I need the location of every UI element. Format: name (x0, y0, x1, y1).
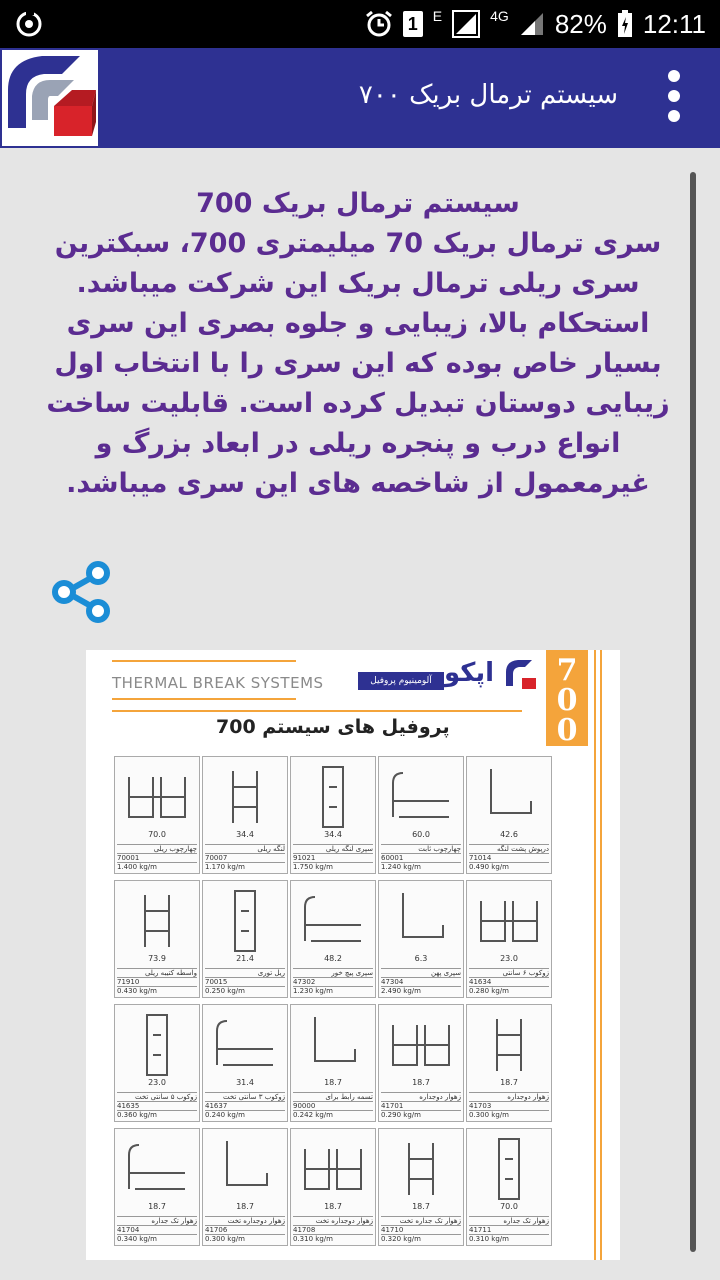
catalog-title: پروفیل های سیستم 700 (216, 716, 450, 738)
profile-card (378, 756, 464, 874)
profile-card (466, 1004, 552, 1122)
overflow-menu-icon[interactable] (662, 70, 686, 126)
profile-drawing (379, 1129, 463, 1213)
header-rule (112, 710, 522, 712)
profile-dimension: 73.9 (148, 954, 166, 963)
battery-icon (617, 10, 633, 38)
profile-weight: 1.240 kg/m (381, 862, 461, 871)
profile-dimension: 34.4 (324, 830, 342, 839)
profile-card (466, 880, 552, 998)
profile-spec-table (205, 1092, 285, 1119)
header-rule (112, 698, 296, 700)
profile-card (114, 880, 200, 998)
profile-dimension: 23.0 (148, 1078, 166, 1087)
profile-drawing (203, 757, 287, 841)
profile-code: 41711 (469, 1225, 549, 1234)
scrollbar[interactable] (690, 172, 696, 1252)
profile-card (202, 1004, 288, 1122)
profile-card (290, 1128, 376, 1246)
profile-weight: 0.280 kg/m (469, 986, 549, 995)
profile-code: 41710 (381, 1225, 461, 1234)
profile-weight: 0.300 kg/m (469, 1110, 549, 1119)
description-heading: سیستم ترمال بریک 700 (196, 188, 520, 219)
profile-card (290, 1004, 376, 1122)
profile-card (114, 756, 200, 874)
profile-name: زهوار دوجداره تخت (293, 1216, 373, 1225)
profile-code: 41635 (117, 1101, 197, 1110)
profile-weight: 0.310 kg/m (293, 1234, 373, 1243)
profile-card (114, 1128, 200, 1246)
profile-name: ریل توری (205, 968, 285, 977)
content-area[interactable] (0, 148, 720, 1280)
profile-name: زهوار تک جداره (117, 1216, 197, 1225)
profile-spec-table (117, 1092, 197, 1119)
profile-card (378, 880, 464, 998)
profile-card (290, 756, 376, 874)
profile-card (202, 1128, 288, 1246)
profile-drawing (467, 881, 551, 965)
profile-dimension: 6.3 (414, 954, 428, 963)
profile-name: زهوار تک جداره تخت (381, 1216, 461, 1225)
profile-card (466, 756, 552, 874)
profile-name: تسمه رابط برای (293, 1092, 373, 1101)
app-logo (2, 50, 98, 146)
profile-spec-table (117, 968, 197, 995)
profile-spec-table (381, 1216, 461, 1243)
profile-code: 70015 (205, 977, 285, 986)
profile-name: چهارچوب ثابت (381, 844, 461, 853)
brand-logo-icon (504, 658, 538, 692)
profile-weight: 0.490 kg/m (469, 862, 549, 871)
profile-spec-table (117, 844, 197, 871)
profile-code: 91021 (293, 853, 373, 862)
profile-drawing (291, 757, 375, 841)
share-icon[interactable] (50, 560, 114, 624)
profile-card (202, 756, 288, 874)
profile-weight: 2.490 kg/m (381, 986, 461, 995)
catalog-header-label: THERMAL BREAK SYSTEMS (112, 674, 324, 692)
profile-weight: 0.242 kg/m (293, 1110, 373, 1119)
profile-weight: 0.320 kg/m (381, 1234, 461, 1243)
profile-drawing (291, 881, 375, 965)
profile-drawing (467, 1129, 551, 1213)
profile-code: 41634 (469, 977, 549, 986)
badge-digit: 0 (556, 683, 578, 718)
profile-drawing (379, 757, 463, 841)
profile-dimension: 23.0 (500, 954, 518, 963)
profile-drawing (203, 1129, 287, 1213)
status-bar (0, 0, 720, 48)
profile-name: زهوار دوجداره تخت (205, 1216, 285, 1225)
profile-card (378, 1004, 464, 1122)
profile-spec-table (293, 844, 373, 871)
profile-weight: 1.400 kg/m (117, 862, 197, 871)
clock: 12:11 (642, 8, 706, 39)
menu-dot (668, 70, 680, 82)
profile-code: 47302 (293, 977, 373, 986)
profile-drawing (115, 1129, 199, 1213)
brand-tagline: آلومینیوم پروفیل سپاهان (358, 672, 444, 690)
profile-drawing (115, 881, 199, 965)
profile-drawing (291, 1005, 375, 1089)
alarm-icon (365, 10, 393, 38)
profile-weight: 0.240 kg/m (205, 1110, 285, 1119)
profile-code: 41708 (293, 1225, 373, 1234)
company-logo-icon (2, 50, 98, 146)
profile-code: 41706 (205, 1225, 285, 1234)
profile-drawing (379, 881, 463, 965)
profile-dimension: 70.0 (148, 830, 166, 839)
decor-line (594, 650, 596, 1260)
menu-dot (668, 110, 680, 122)
profile-dimension: 48.2 (324, 954, 342, 963)
profile-name: زهوار دوجداره (381, 1092, 461, 1101)
profile-spec-table (293, 968, 373, 995)
profile-card (202, 880, 288, 998)
profile-spec-table (469, 844, 549, 871)
profile-dimension: 21.4 (236, 954, 254, 963)
profile-name: چهارچوب ریلی (117, 844, 197, 853)
profile-card (378, 1128, 464, 1246)
profile-spec-table (469, 1216, 549, 1243)
profile-code: 70001 (117, 853, 197, 862)
profile-spec-table (205, 1216, 285, 1243)
description (28, 184, 688, 504)
profile-spec-table (293, 1216, 373, 1243)
badge-digit: 0 (556, 713, 578, 748)
network-type-4g: 4G (490, 8, 509, 24)
profile-code: 60001 (381, 853, 461, 862)
catalog-image (86, 650, 620, 1260)
profile-spec-table (293, 1092, 373, 1119)
profile-spec-table (381, 844, 461, 871)
profile-dimension: 34.4 (236, 830, 254, 839)
profile-card (466, 1128, 552, 1246)
profile-weight: 1.750 kg/m (293, 862, 373, 871)
sync-icon (14, 9, 44, 39)
badge-digit: 7 (556, 653, 578, 688)
signal-icon (452, 10, 480, 38)
profile-dimension: 18.7 (324, 1202, 342, 1211)
profile-weight: 0.360 kg/m (117, 1110, 197, 1119)
profile-code: 90000 (293, 1101, 373, 1110)
profile-code: 71014 (469, 853, 549, 862)
profile-name: زوکوب ۳ سانتی تخت (205, 1092, 285, 1101)
header-rule (112, 660, 296, 662)
app-title: سیستم ترمال بریک ۷۰۰ (358, 80, 618, 110)
profile-spec-table (469, 1092, 549, 1119)
profile-weight: 0.340 kg/m (117, 1234, 197, 1243)
description-body: سری ترمال بریک 70 میلیمتری 700، سبکترین سری ریلی ترمال بریک این شرکت میباشد. استحکام بالا، زیبایی و جلوه بصری این سری بسیار خاص بوده که این سری را با انتخاب اول زیبایی دوستان تبدیل کرده است. قابلیت ساخت انواع درب و پنجره ریلی در ابعاد بزرگ و غیرمعمول از شاخصه های این سری میباشد. (46, 228, 670, 499)
profile-spec-table (469, 968, 549, 995)
profile-dimension: 42.6 (500, 830, 518, 839)
profile-name: سپری لنگه ریلی (293, 844, 373, 853)
brand-name: اپکو (444, 658, 495, 688)
profile-drawing (115, 1005, 199, 1089)
profile-card (114, 1004, 200, 1122)
profile-weight: 0.310 kg/m (469, 1234, 549, 1243)
profile-name: سپری پیچ خور (293, 968, 373, 977)
profile-dimension: 31.4 (236, 1078, 254, 1087)
profile-drawing (291, 1129, 375, 1213)
profile-name: زهوار تک جداره (469, 1216, 549, 1225)
profile-drawing (467, 1005, 551, 1089)
battery-percent: 82% (554, 8, 607, 39)
profile-card (290, 880, 376, 998)
profile-dimension: 18.7 (236, 1202, 254, 1211)
profile-code: 41703 (469, 1101, 549, 1110)
profile-drawing (379, 1005, 463, 1089)
system-badge (546, 650, 588, 746)
profile-name: واسطه کتیبه ریلی (117, 968, 197, 977)
profile-code: 71910 (117, 977, 197, 986)
profile-code: 70007 (205, 853, 285, 862)
profile-spec-table (205, 844, 285, 871)
profile-weight: 0.430 kg/m (117, 986, 197, 995)
profile-code: 47304 (381, 977, 461, 986)
app-bar (0, 48, 720, 148)
network-type-e: E (432, 8, 443, 24)
profile-name: زوکوب ۶ سانتی (469, 968, 549, 977)
menu-dot (668, 90, 680, 102)
profile-dimension: 18.7 (324, 1078, 342, 1087)
profile-code: 41704 (117, 1225, 197, 1234)
profile-weight: 0.290 kg/m (381, 1110, 461, 1119)
profile-drawing (203, 881, 287, 965)
sim-icon: 1 (403, 11, 423, 37)
profile-drawing (203, 1005, 287, 1089)
profile-dimension: 70.0 (500, 1202, 518, 1211)
profile-drawing (467, 757, 551, 841)
profile-name: سپری پهن (381, 968, 461, 977)
profile-dimension: 18.7 (148, 1202, 166, 1211)
profile-spec-table (381, 968, 461, 995)
profile-spec-table (381, 1092, 461, 1119)
profile-spec-table (117, 1216, 197, 1243)
profile-weight: 0.250 kg/m (205, 986, 285, 995)
profile-weight: 1.170 kg/m (205, 862, 285, 871)
profile-name: زهوار دوجداره (469, 1092, 549, 1101)
profile-weight: 1.230 kg/m (293, 986, 373, 995)
profile-spec-table (205, 968, 285, 995)
profile-weight: 0.300 kg/m (205, 1234, 285, 1243)
profile-dimension: 18.7 (500, 1078, 518, 1087)
profile-drawing (115, 757, 199, 841)
profile-dimension: 18.7 (412, 1202, 430, 1211)
profile-name: درپوش پشت لنگه (469, 844, 549, 853)
decor-line (600, 650, 602, 1260)
profile-code: 41701 (381, 1101, 461, 1110)
profile-name: لنگه ریلی (205, 844, 285, 853)
profile-dimension: 18.7 (412, 1078, 430, 1087)
profile-dimension: 60.0 (412, 830, 430, 839)
profile-code: 41637 (205, 1101, 285, 1110)
signal-icon-2 (519, 11, 545, 37)
profile-name: زوکوب ۵ سانتی تخت (117, 1092, 197, 1101)
